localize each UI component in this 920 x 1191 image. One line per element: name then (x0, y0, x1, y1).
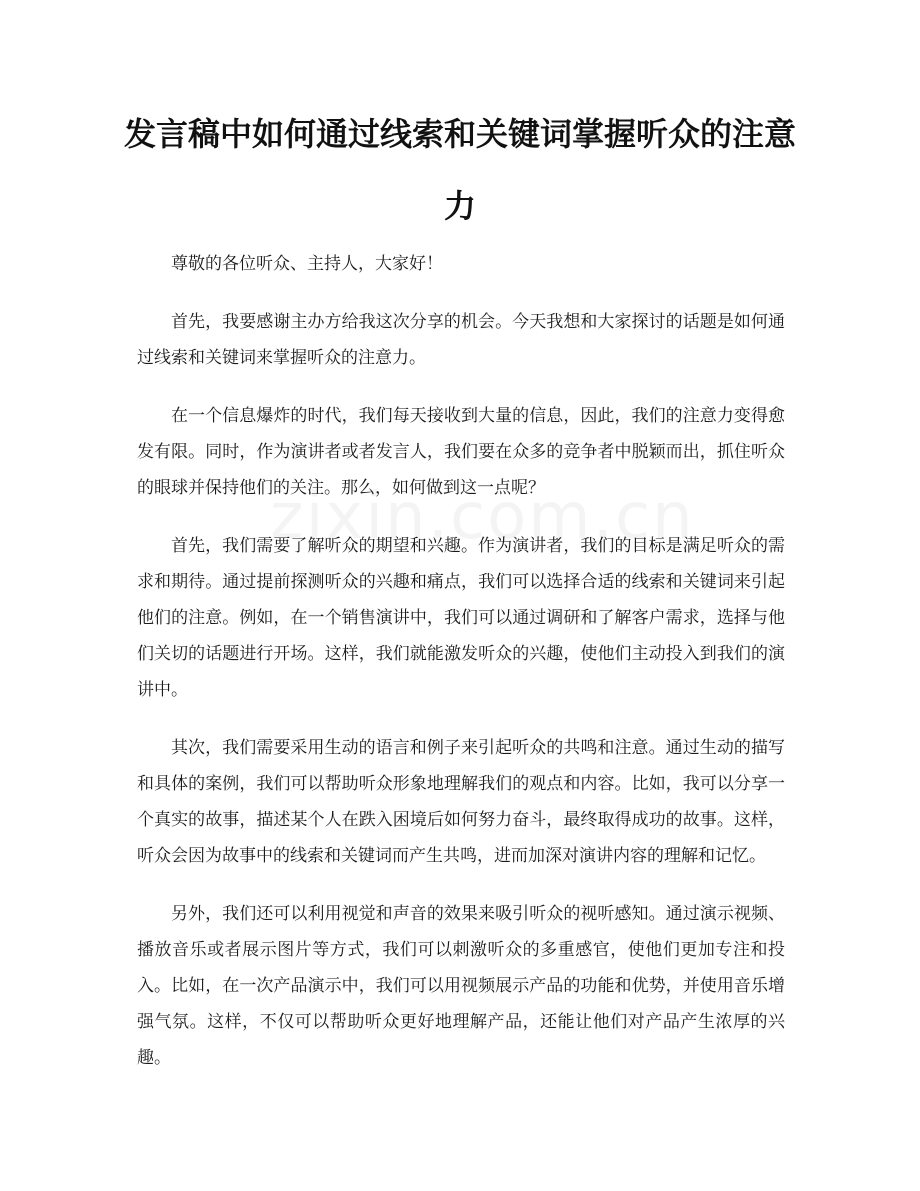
paragraph-vivid-language: 其次，我们需要采用生动的语言和例子来引起听众的共鸣和注意。通过生动的描写和具体的案例，我们可以帮助听众形象地理解我们的观点和内容。比如，我可以分享一个真实的故事，描述某个人在跌入困境后如何努力奋斗，最终取得成功的故事。这样，听众会因为故事中的线索和关键词而产生共鸣，进而加深对演讲内容的理解和记忆。 (137, 738, 785, 866)
paragraph-intro: 首先，我要感谢主办方给我这次分享的机会。今天我想和大家探讨的话题是如何通过线索和关键词来掌握听众的注意力。 (137, 312, 785, 368)
document-body (137, 246, 785, 1098)
paragraph-context: 在一个信息爆炸的时代，我们每天接收到大量的信息，因此，我们的注意力变得愈发有限。同时，作为演讲者或者发言人，我们要在众多的竞争者中脱颖而出，抓住听众的眼球并保持他们的关注。那么，如何做到这一点呢？ (137, 406, 785, 498)
paragraph-audience-expectations: 首先，我们需要了解听众的期望和兴趣。作为演讲者，我们的目标是满足听众的需求和期待。通过提前探测听众的兴趣和痛点，我们可以选择合适的线索和关键词来引起他们的注意。例如，在一个销售演讲中，我们可以通过调研和了解客户需求，选择与他们关切的话题进行开场。这样，我们就能激发听众的兴趣，使他们主动投入到我们的演讲中。 (137, 536, 785, 700)
paragraph-greeting: 尊敬的各位听众、主持人，大家好！ (171, 254, 443, 274)
document-title: 发言稿中如何通过线索和关键词掌握听众的注意力 (123, 115, 796, 225)
paragraph-audiovisual: 另外，我们还可以利用视觉和声音的效果来吸引听众的视听感知。通过演示视频、播放音乐或者展示图片等方式，我们可以刺激听众的多重感官，使他们更加专注和投入。比如，在一次产品演示中，我们可以用视频展示产品的功能和优势，并使用音乐增强气氛。这样，不仅可以帮助听众更好地理解产品，还能让他们对产品产生浓厚的兴趣。 (137, 904, 785, 1068)
